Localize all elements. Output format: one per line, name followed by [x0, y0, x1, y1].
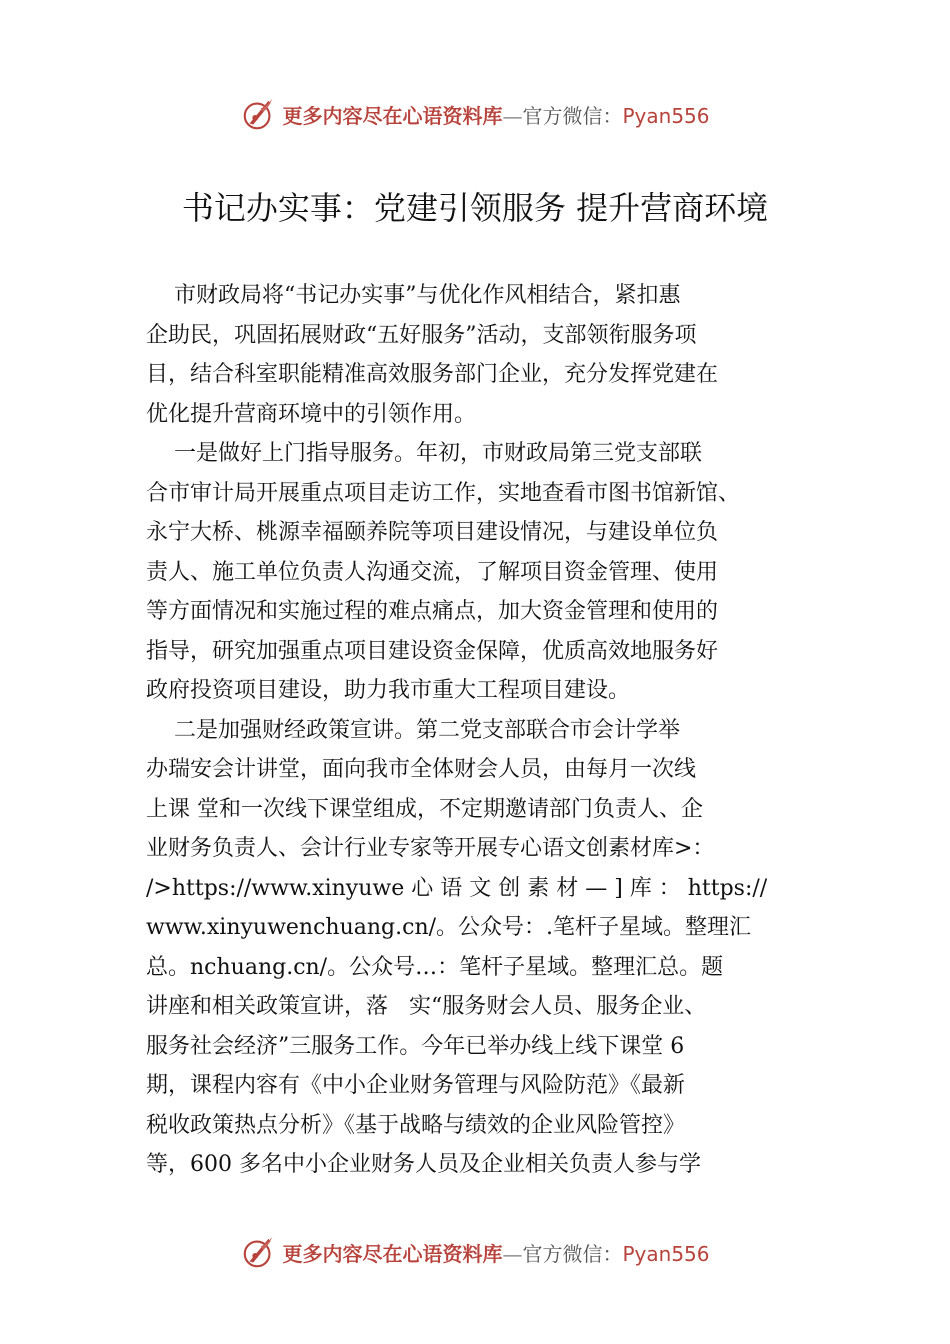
- body-line: 期，课程内容有《中小企业财务管理与风险防范》《最新: [146, 1073, 686, 1098]
- body-line: 合市审计局开展重点项目走访工作，实地查看市图书馆新馆、: [146, 480, 741, 506]
- watermark-account: Pyan556: [622, 103, 710, 128]
- body-line: 税收政策热点分析》《基于战略与绩效的企业风险管控》: [146, 1112, 686, 1138]
- body-line: 总。nchuang.cn/。公众号…：笔杆子星域。整理汇总。题: [146, 954, 724, 980]
- body-line: 办瑞安会计讲堂，面向我市全体财会人员，由每月一次线: [146, 757, 697, 782]
- body-line: 优化提升营商环境中的引领作用。: [146, 401, 477, 427]
- watermark-banner-bottom: [0, 1232, 950, 1272]
- body-line: 一是做好上门指导服务。年初，市财政局第三党支部联: [146, 441, 702, 466]
- body-line: 二是加强财经政策宣讲。第二党支部联合市会计学举: [146, 717, 680, 743]
- body-line: 政府投资项目建设，助力我市重大工程项目建设。: [146, 678, 631, 703]
- watermark-text: [282, 100, 709, 129]
- watermark-wechat-label: 官方微信：: [522, 1241, 623, 1266]
- watermark-dash: —: [502, 1241, 523, 1266]
- body-line: 业财务负责人、会计行业专家等开展专心语文创素材库>：: [146, 836, 715, 861]
- body-line: 永宁大桥、桃源幸福颐养院等项目建设情况，与建设单位负: [146, 520, 719, 545]
- body-line: 责人、施工单位负责人沟通交流，了解项目资金管理、使用: [146, 559, 719, 585]
- watermark-dash: —: [502, 103, 523, 128]
- body-line: www.xinyuwenchuang.cn/。公众号：.笔杆子星域。整理汇: [146, 915, 752, 940]
- body-line: 上课 堂和一次线下课堂组成，不定期邀请部门负责人、企: [146, 796, 703, 822]
- watermark-text: [282, 1238, 709, 1267]
- watermark-wechat-label: 官方微信：: [522, 103, 623, 128]
- body-line: 等，600 多名中小企业财务人员及企业相关负责人参与学: [146, 1152, 701, 1177]
- document-title: 书记办实事：党建引领服务 提升营商环境: [181, 189, 769, 227]
- quill-logo-icon: [240, 1233, 278, 1271]
- watermark-banner-top: [0, 94, 950, 134]
- document-body: [146, 276, 816, 1185]
- watermark-brand: 更多内容尽在心语资料库: [282, 1241, 503, 1266]
- body-line: 企助民，巩固拓展财政“五好服务”活动，支部领衔服务项: [146, 322, 697, 348]
- body-line: 等方面情况和实施过程的难点痛点，加大资金管理和使用的: [146, 599, 719, 624]
- body-line: 目，结合科室职能精准高效服务部门企业，充分发挥党建在: [146, 362, 719, 387]
- body-line: 指导，研究加强重点项目建设资金保障，优质高效地服务好: [146, 638, 719, 664]
- body-line: 市财政局将“书记办实事”与优化作风相结合，紧扣惠: [146, 283, 681, 308]
- watermark-brand: 更多内容尽在心语资料库: [282, 103, 503, 128]
- body-line: 服务社会经济”三服务工作。今年已举办线上线下课堂 6: [146, 1033, 685, 1059]
- body-line: />https://www.xinyuwe 心 语 文 创 素 材 — ] 库 ： https://: [146, 875, 768, 901]
- watermark-account: Pyan556: [622, 1241, 710, 1266]
- quill-logo-icon: [240, 95, 278, 133]
- body-line: 讲座和相关政策宣讲，落 实“服务财会人员、服务企业、: [146, 994, 707, 1019]
